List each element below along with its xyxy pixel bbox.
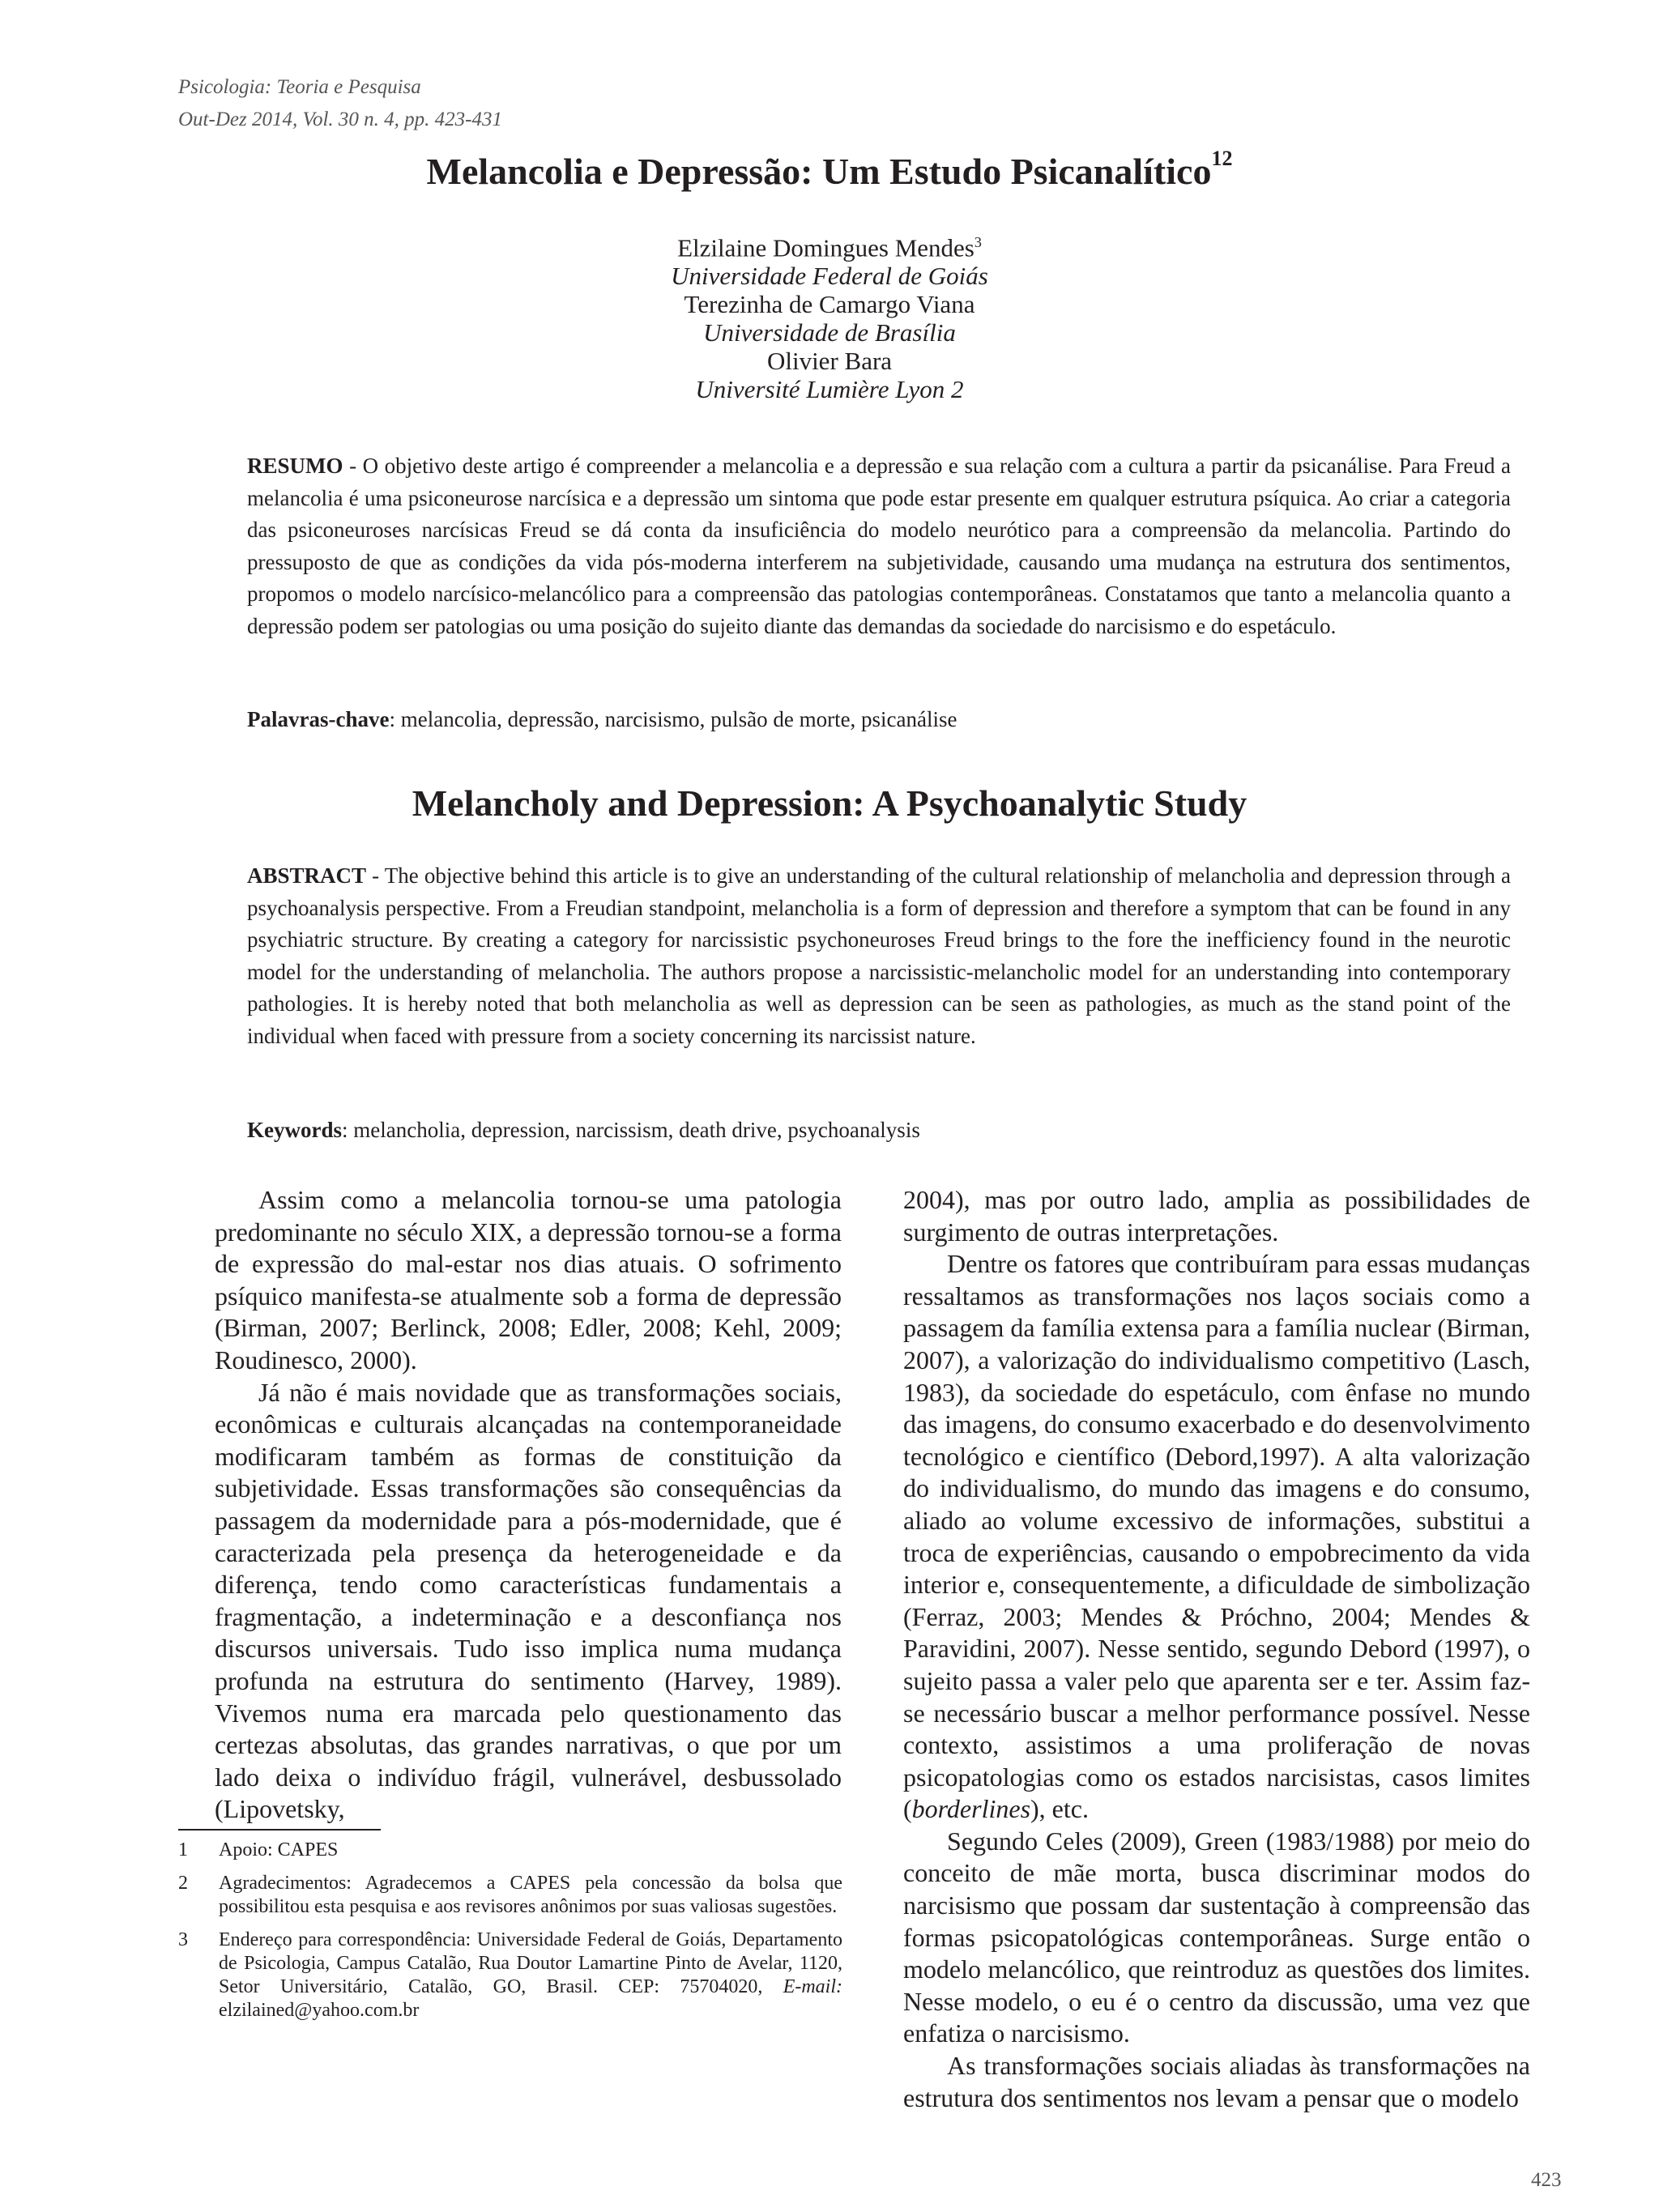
author-name: Terezinha de Camargo Viana [684,290,975,319]
author-footnote-ref[interactable]: 3 [974,234,982,250]
body-paragraph-continued: 2004), mas por outro lado, amplia as possibilidades de surgimento de outras interpretações. [903,1185,1530,1247]
author-affiliation: Universidade Federal de Goiás [671,262,988,291]
article-title-pt [0,147,1659,193]
abstract-block [247,860,1511,1053]
author-affiliation: Universidade de Brasília [703,318,956,347]
footnote-text: Agradecimentos: Agradecemos a CAPES pela concessão da bolsa que possibilitou esta pesquisa e aos revisores anônimos por suas valiosas sugestões. [219,1873,842,1917]
footnotes [178,1839,842,2032]
resumo-block [247,450,1511,643]
title-pt-footnote-ref[interactable]: 12 [1211,147,1233,170]
journal-name: Psicologia: Teoria e Pesquisa [178,76,421,98]
footnote-divider [178,1829,381,1831]
body-paragraph: Segundo Celes (2009), Green (1983/1988) por meio do conceito de mãe morta, busca discriminar modos do narcisismo que possam dar sustentação à compreensão das formas psicopatológicas contemporâneas. Surge então o modelo melancólico, que reintroduz as questões dos limites. Nesse modelo, o eu é o centro da discussão, uma vez que enfatiza o narcisismo. [903,1826,1530,2048]
body-paragraph: Dentre os fatores que contribuíram para essas mudanças ressaltamos as transformações nos laços sociais como a passagem da família extensa para a família nuclear (Birman, 2007), a valorização do individualismo competitivo (Lasch, 1983), da sociedade do espetáculo, com ênfase no mundo das imagens, do consumo exacerbado e do desenvolvimento tecnológico e científico (Debord,1997). A alta valorização do individualismo, do mundo das imagens e do consumo, aliado ao volume excessivo de informações, substitui a troca de experiências, causando o empobrecimento da vida interior e, consequentemente, a dificuldade de simbolização (Ferraz, 2003; Mendes & Próchno, 2004; Mendes & Paravidini, 2007). Nesse sentido, segundo Debord (1997), o sujeito passa a valer pelo que aparenta ser e ter. Assim faz-se necessário buscar a melhor performance possível. Nesse contexto, assistimos a uma proliferação de novas psicopatologias como os estados narcisistas, casos limites (borderlines), etc. [903,1249,1530,1824]
title-pt-text: Melancolia e Depressão: Um Estudo Psicanalítico [426,151,1212,192]
page-number: 423 [1531,2169,1562,2191]
abstract-label: ABSTRACT [247,863,367,888]
italic-term: borderlines [911,1794,1031,1824]
author-block [0,228,1659,403]
abstract-text: - The objective behind this article is to give an understanding of the cultural relationship of melancholia and depression through a psychoanalysis perspective. From a Freudian standpoint, melancholia is a form of depression and therefore a symptom that can be found in any psychiatric structure. By creating a category for narcissistic psychoneuroses Freud brings to the fore the inefficiency found in the neurotic model for the understanding of melancholia. The authors propose a narcissistic-melancholic model for an understanding into contemporary pathologies. It is hereby noted that both melancholia as well as depression can be seen as pathologies, as much as the stand point of the individual when faced with pressure from a society concerning its narcissist nature. [247,863,1511,1048]
palavras-chave [247,703,1511,735]
resumo-label: RESUMO [247,454,343,478]
footnote [178,1872,842,1919]
footnote [178,1839,842,1862]
email-label: E-mail: [783,1976,842,1997]
author-name: Olivier Bara [766,347,893,376]
keywords-label: Keywords [247,1118,342,1142]
author-affiliation: Université Lumière Lyon 2 [695,375,964,404]
palavras-text: : melancolia, depressão, narcisismo, pulsão de morte, psicanálise [389,707,957,731]
email-address[interactable]: elzilained@yahoo.com.br [219,2000,420,2021]
footnote [178,1929,842,2022]
body-column-right [903,1184,1530,2114]
journal-issue: Out-Dez 2014, Vol. 30 n. 4, pp. 423-431 [178,109,502,130]
body-column-left [215,1184,842,1826]
footnote-number: 2 [178,1873,188,1894]
article-title-en: Melancholy and Depression: A Psychoanalytic Study [412,782,1247,824]
footnote-text: Endereço para correspondência: Universidade Federal de Goiás, Departamento de Psicologia, Campus Catalão, Rua Doutor Lamartine Pinto de Avelar, 1120, Setor Universitário, Catalão, GO, Brasil. CEP: 75704020, [219,1929,842,1997]
palavras-label: Palavras-chave [247,707,390,731]
journal-header [178,71,502,136]
keywords-text: : melancholia, depression, narcissism, death drive, psychoanalysis [342,1118,920,1142]
author-name: Elzilaine Domingues Mendes$^3$ [677,233,982,262]
body-paragraph: As transformações sociais aliadas às transformações na estrutura dos sentimentos nos levam a pensar que o modelo [903,2051,1530,2112]
body-paragraph: Assim como a melancolia tornou-se uma patologia predominante no século XIX, a depressão tornou-se a forma de expressão do mal-estar nos dias atuais. O sofrimento psíquico manifesta-se atualmente sob a forma de depressão (Birman, 2007; Berlinck, 2008; Edler, 2008; Kehl, 2009; Roudinesco, 2000). [215,1185,842,1375]
footnote-number: 1 [178,1839,188,1860]
keywords [247,1114,1511,1146]
footnote-text: Apoio: CAPES [219,1839,339,1860]
footnote-number: 3 [178,1929,188,1950]
resumo-text: - O objetivo deste artigo é compreender a melancolia e a depressão e sua relação com a cultura a partir da psicanálise. Para Freud a melancolia é uma psiconeurose narcísica e a depressão um sintoma que pode estar presente em qualquer estrutura psíquica. Ao criar a categoria das psiconeuroses narcísicas Freud se dá conta da insuficiência do modelo neurótico para a compreensão da melancolia. Partindo do pressuposto de que as condições da vida pós-moderna interferem na subjetividade, causando uma mudança na estrutura dos sentimentos, propomos o modelo narcísico-melancólico para a compreensão das patologias contemporâneas. Constatamos que tanto a melancolia quanto a depressão podem ser patologias ou uma posição do sujeito diante das demandas da sociedade do narcisismo e do espetáculo. [247,454,1511,638]
body-paragraph: Já não é mais novidade que as transformações sociais, econômicas e culturais alcançadas na contemporaneidade modificaram também as formas de constituição da subjetividade. Essas transformações são consequências da passagem da modernidade para a pós-modernidade, que é caracterizada pela presença da heterogeneidade e da diferença, tendo como características fundamentais a fragmentação, a indeterminação e a desconfiança nos discursos universais. Tudo isso implica numa mudança profunda na estrutura do sentimento (Harvey, 1989). Vivemos numa era marcada pelo questionamento das certezas absolutas, das grandes narrativas, o que por um lado deixa o indivíduo frágil, vulnerável, desbussolado (Lipovetsky, [215,1377,842,1824]
